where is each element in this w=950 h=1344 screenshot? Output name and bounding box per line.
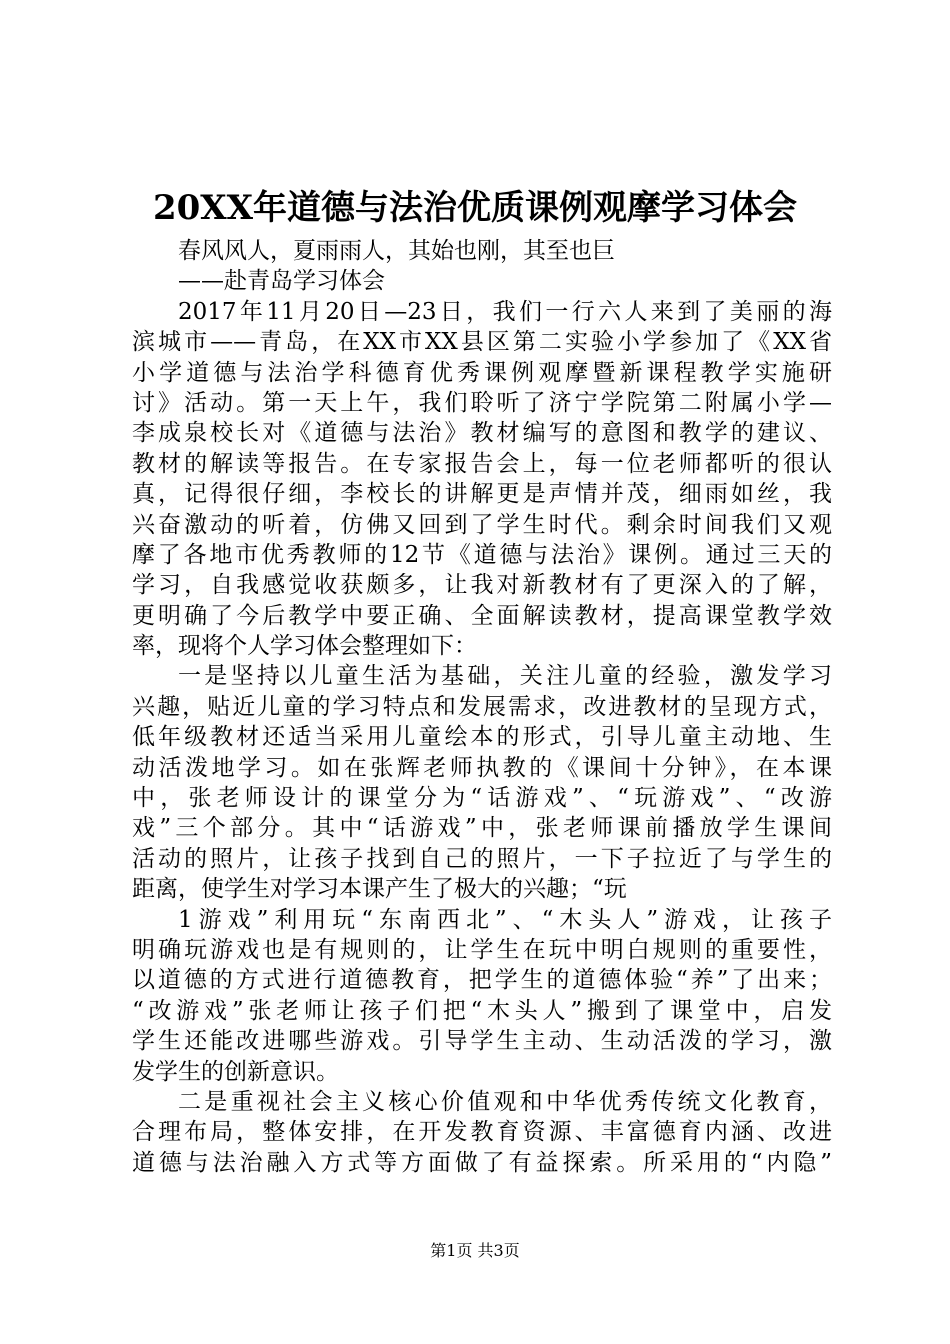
document-title: 20XX年道德与法治优质课例观摩学习体会 [152, 188, 798, 228]
text-line: 活动的照片，让孩子找到自己的照片，一下子拉近了与学生的 [132, 845, 832, 872]
text-line: 明确玩游戏也是有规则的，让学生在玩中明白规则的重要性， [132, 936, 832, 963]
text-line: 教材的解读等报告。在专家报告会上，每一位老师都听的很认 [132, 450, 832, 477]
text-line: 春风风人，夏雨雨人，其始也刚，其至也巨 [178, 238, 615, 264]
text-line: 率，现将个人学习体会整理如下： [132, 633, 477, 660]
text-line: 学习，自我感觉收获颇多，让我对新教材有了更深入的了解， [132, 572, 832, 599]
text-line: 学生还能改进哪些游戏。引导学生主动、生动活泼的学习，激 [132, 1028, 832, 1055]
text-line: ——赴青岛学习体会 [178, 268, 385, 295]
text-line: 讨》活动。第一天上午，我们聆听了济宁学院第二附属小学— [132, 389, 832, 416]
text-line: 二是重视社会主义核心价值观和中华优秀传统文化教育， [178, 1088, 832, 1115]
page-footer: 第1页 共3页 [430, 1241, 520, 1260]
text-line: 发学生的创新意识。 [132, 1058, 339, 1085]
text-line: 以道德的方式进行道德教育，把学生的道德体验“养”了出来； [132, 967, 832, 994]
text-line: 李成泉校长对《道德与法治》教材编写的意图和教学的建议、 [132, 420, 832, 447]
text-line: 戏”三个部分。其中“话游戏”中，张老师课前播放学生课间 [132, 815, 832, 842]
text-line: 合理布局，整体安排，在开发教育资源、丰富德育内涵、改进 [132, 1119, 832, 1146]
text-line: 兴奋激动的听着，仿佛又回到了学生时代。剩余时间我们又观 [132, 511, 832, 538]
text-line: 距离，使学生对学习本课产生了极大的兴趣；“玩 [132, 876, 627, 903]
text-line: “改游戏”张老师让孩子们把“木头人”搬到了课堂中，启发 [132, 997, 832, 1024]
text-line: 真，记得很仔细，李校长的讲解更是声情并茂，细雨如丝，我 [132, 481, 832, 508]
text-line: 动活泼地学习。如在张辉老师执教的《课间十分钟》，在本课 [132, 754, 832, 781]
text-line: 低年级教材还适当采用儿童绘本的形式，引导儿童主动地、生 [132, 724, 832, 751]
text-line: 更明确了今后教学中要正确、全面解读教材，提高课堂教学效 [132, 602, 832, 629]
text-line: 1游戏”利用玩“东南西北”、“木头人”游戏，让孩子 [178, 906, 832, 933]
text-line: 一是坚持以儿童生活为基础，关注儿童的经验，激发学习 [178, 663, 832, 690]
text-line: 兴趣，贴近儿童的学习特点和发展需求，改进教材的呈现方式， [132, 693, 832, 720]
text-line: 道德与法治融入方式等方面做了有益探索。所采用的“内隐” [132, 1149, 832, 1176]
text-line: 滨城市——青岛，在XX市XX县区第二实验小学参加了《XX省 [132, 329, 832, 356]
text-line: 2017年11月20日—23日，我们一行六人来到了美丽的海 [178, 298, 832, 325]
text-line: 中，张老师设计的课堂分为“话游戏”、“玩游戏”、“改游 [132, 785, 832, 812]
document-body [132, 236, 832, 1178]
text-line: 摩了各地市优秀教师的12节《道德与法治》课例。通过三天的 [132, 541, 832, 568]
text-line: 小学道德与法治学科德育优秀课例观摩暨新课程教学实施研 [132, 359, 832, 386]
